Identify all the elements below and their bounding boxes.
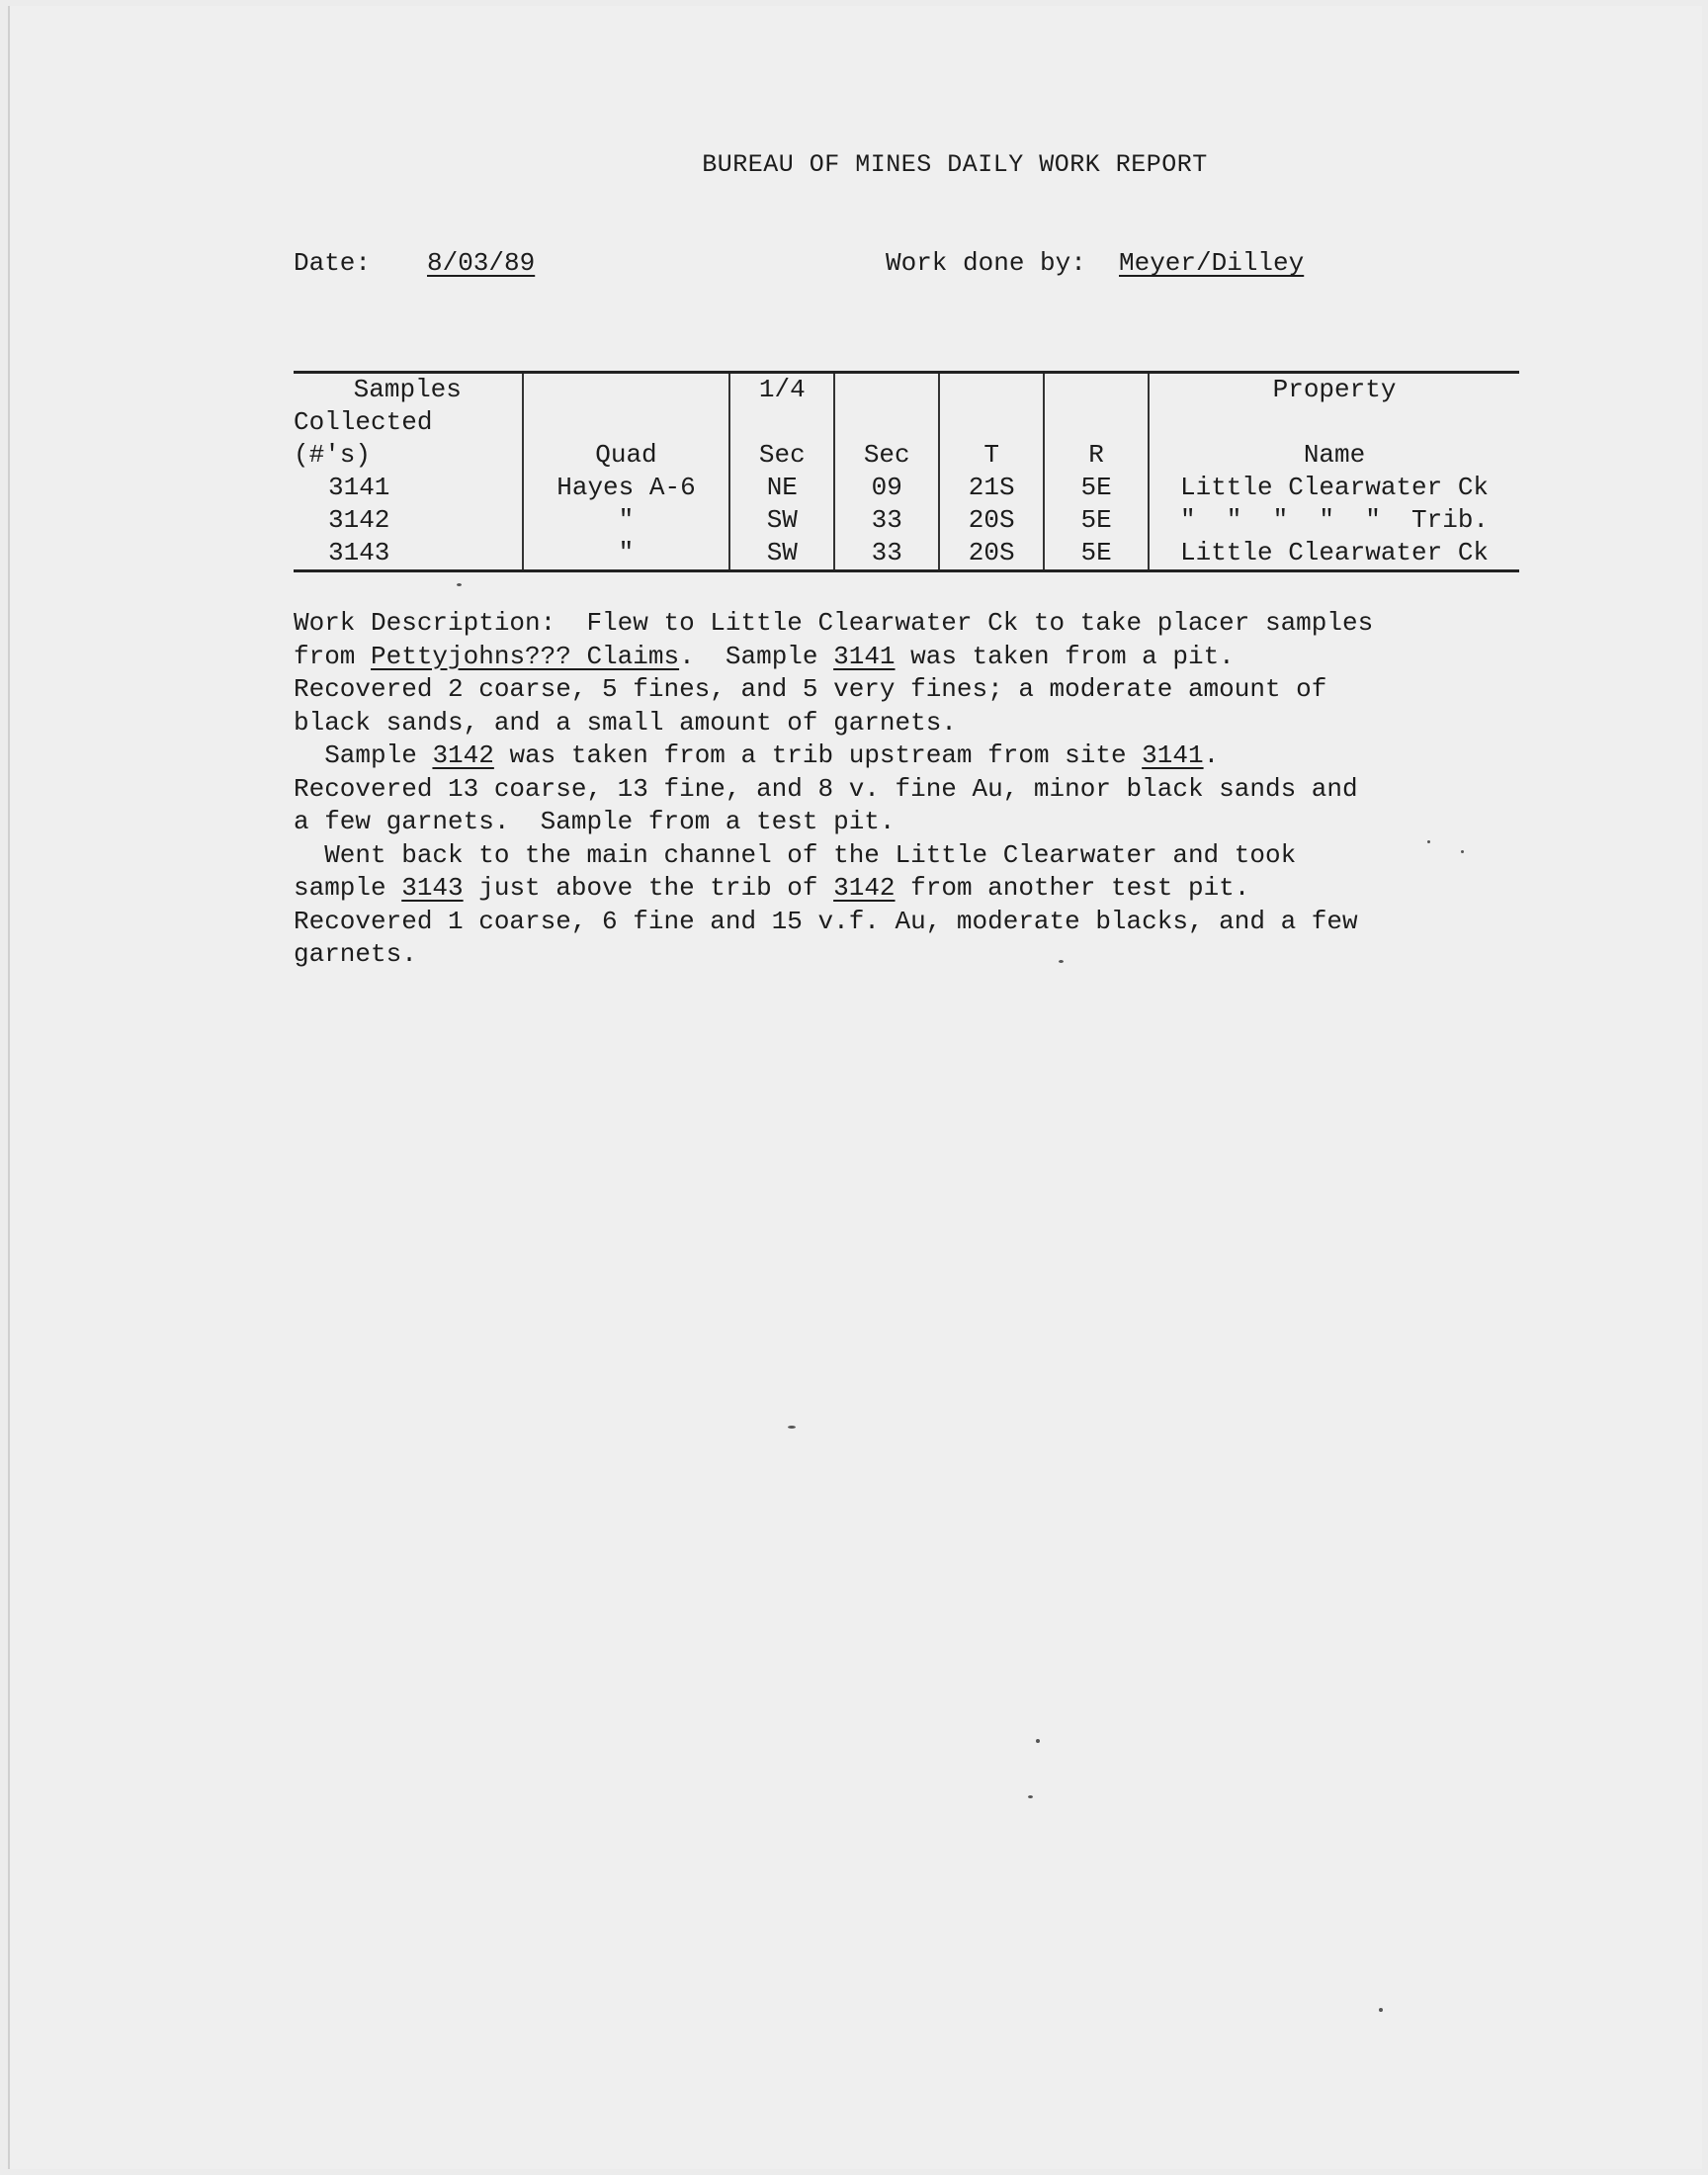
header-quarter-sec: 1/4 — [729, 373, 834, 407]
sample-ref: 3143 — [401, 873, 464, 903]
work-done-by-label: Work done by: — [886, 248, 1086, 278]
property-cell: Little Clearwater Ck — [1149, 537, 1519, 571]
quad-cell: " — [523, 504, 730, 537]
r-cell: 5E — [1044, 472, 1149, 504]
work-done-by-value: Meyer/Dilley — [1119, 248, 1305, 278]
header-sec: Sec — [834, 406, 939, 472]
property-cell: Little Clearwater Ck — [1149, 472, 1519, 504]
sec-cell: 33 — [834, 537, 939, 571]
sample-ref: 3142 — [432, 740, 494, 770]
date-label: Date: — [294, 248, 372, 278]
report-title: BUREAU OF MINES DAILY WORK REPORT — [702, 150, 1208, 179]
table-row — [294, 537, 1519, 571]
scan-speck — [1028, 1795, 1033, 1798]
scan-speck — [1379, 2008, 1383, 2012]
scan-speck — [1461, 850, 1464, 853]
scan-speck — [457, 583, 462, 586]
header-t: T — [939, 406, 1044, 472]
quarter-sec-cell: SW — [729, 537, 834, 571]
sample-number: 3143 — [294, 537, 523, 571]
desc-line: Work Description: Flew to Little Clearwater Ck to take placer samples — [294, 608, 1374, 638]
scan-speck — [1427, 840, 1430, 843]
work-description: Work Description: Flew to Little Clearwater Ck to take placer samples from Pettyjohns??? Claims. Sample 3141 was taken from a pit. Recovered 2 coarse, 5 fines, and 5 very fines; a moderate amount of black sands, and a small amount of garnets. Sample 3142 was taken from a trib upstream from site 3141. Recovered 13 coarse, 13 fine, and 8 v. fine Au, minor black sands and a few garnets. Sample from a test pit. Went back to the main channel of the Little Clearwater and took sample 3143 just above the trib of 3142 from another test pit. Recovered 1 coarse, 6 fine and 15 v.f. Au, moderate blacks, and a few garnets. — [294, 608, 1374, 969]
desc-line: garnets. — [294, 939, 417, 969]
header-name: Name — [1149, 406, 1519, 472]
table-row — [294, 472, 1519, 504]
report-page — [8, 6, 1702, 2169]
samples-table — [294, 371, 1519, 572]
claims-name: Pettyjohns??? Claims — [371, 641, 680, 671]
header-samples: Samples — [294, 373, 523, 407]
t-cell: 20S — [939, 537, 1044, 571]
desc-line: black sands, and a small amount of garnets. — [294, 707, 957, 738]
scan-speck — [1059, 960, 1064, 963]
header-quarter-sec-2: Sec — [729, 406, 834, 472]
scan-speck — [788, 1426, 796, 1429]
scan-speck — [1036, 1739, 1040, 1743]
desc-line: Went back to the main channel of the Little Clearwater and took — [294, 839, 1297, 870]
header-property: Property — [1149, 373, 1519, 407]
sample-number: 3141 — [328, 473, 390, 502]
desc-line: a few garnets. Sample from a test pit. — [294, 807, 896, 836]
sample-number: 3142 — [328, 505, 390, 535]
desc-line: Recovered 13 coarse, 13 fine, and 8 v. fine Au, minor black sands and — [294, 773, 1358, 804]
sec-cell: 33 — [834, 504, 939, 537]
header-collected: Collected (#'s) — [294, 407, 433, 470]
quad-cell: Hayes A-6 — [523, 472, 730, 504]
date-value: 8/03/89 — [427, 248, 536, 278]
quarter-sec-cell: NE — [729, 472, 834, 504]
sec-cell: 09 — [834, 472, 939, 504]
header-r: R — [1044, 406, 1149, 472]
r-cell: 5E — [1044, 537, 1149, 571]
sample-ref: 3142 — [833, 873, 896, 903]
desc-line: Recovered 2 coarse, 5 fines, and 5 very fines; a moderate amount of — [294, 674, 1327, 704]
quarter-sec-cell: SW — [729, 504, 834, 537]
t-cell: 20S — [939, 504, 1044, 537]
desc-line: Recovered 1 coarse, 6 fine and 15 v.f. Au, moderate blacks, and a few — [294, 906, 1358, 936]
t-cell: 21S — [939, 472, 1044, 504]
sample-ref: 3141 — [833, 641, 896, 671]
quad-cell: " — [523, 537, 730, 571]
r-cell: 5E — [1044, 504, 1149, 537]
property-cell: " " " " " Trib. — [1149, 504, 1519, 537]
header-quad: Quad — [523, 406, 730, 472]
sample-ref: 3141 — [1142, 740, 1204, 770]
table-row — [294, 504, 1519, 537]
